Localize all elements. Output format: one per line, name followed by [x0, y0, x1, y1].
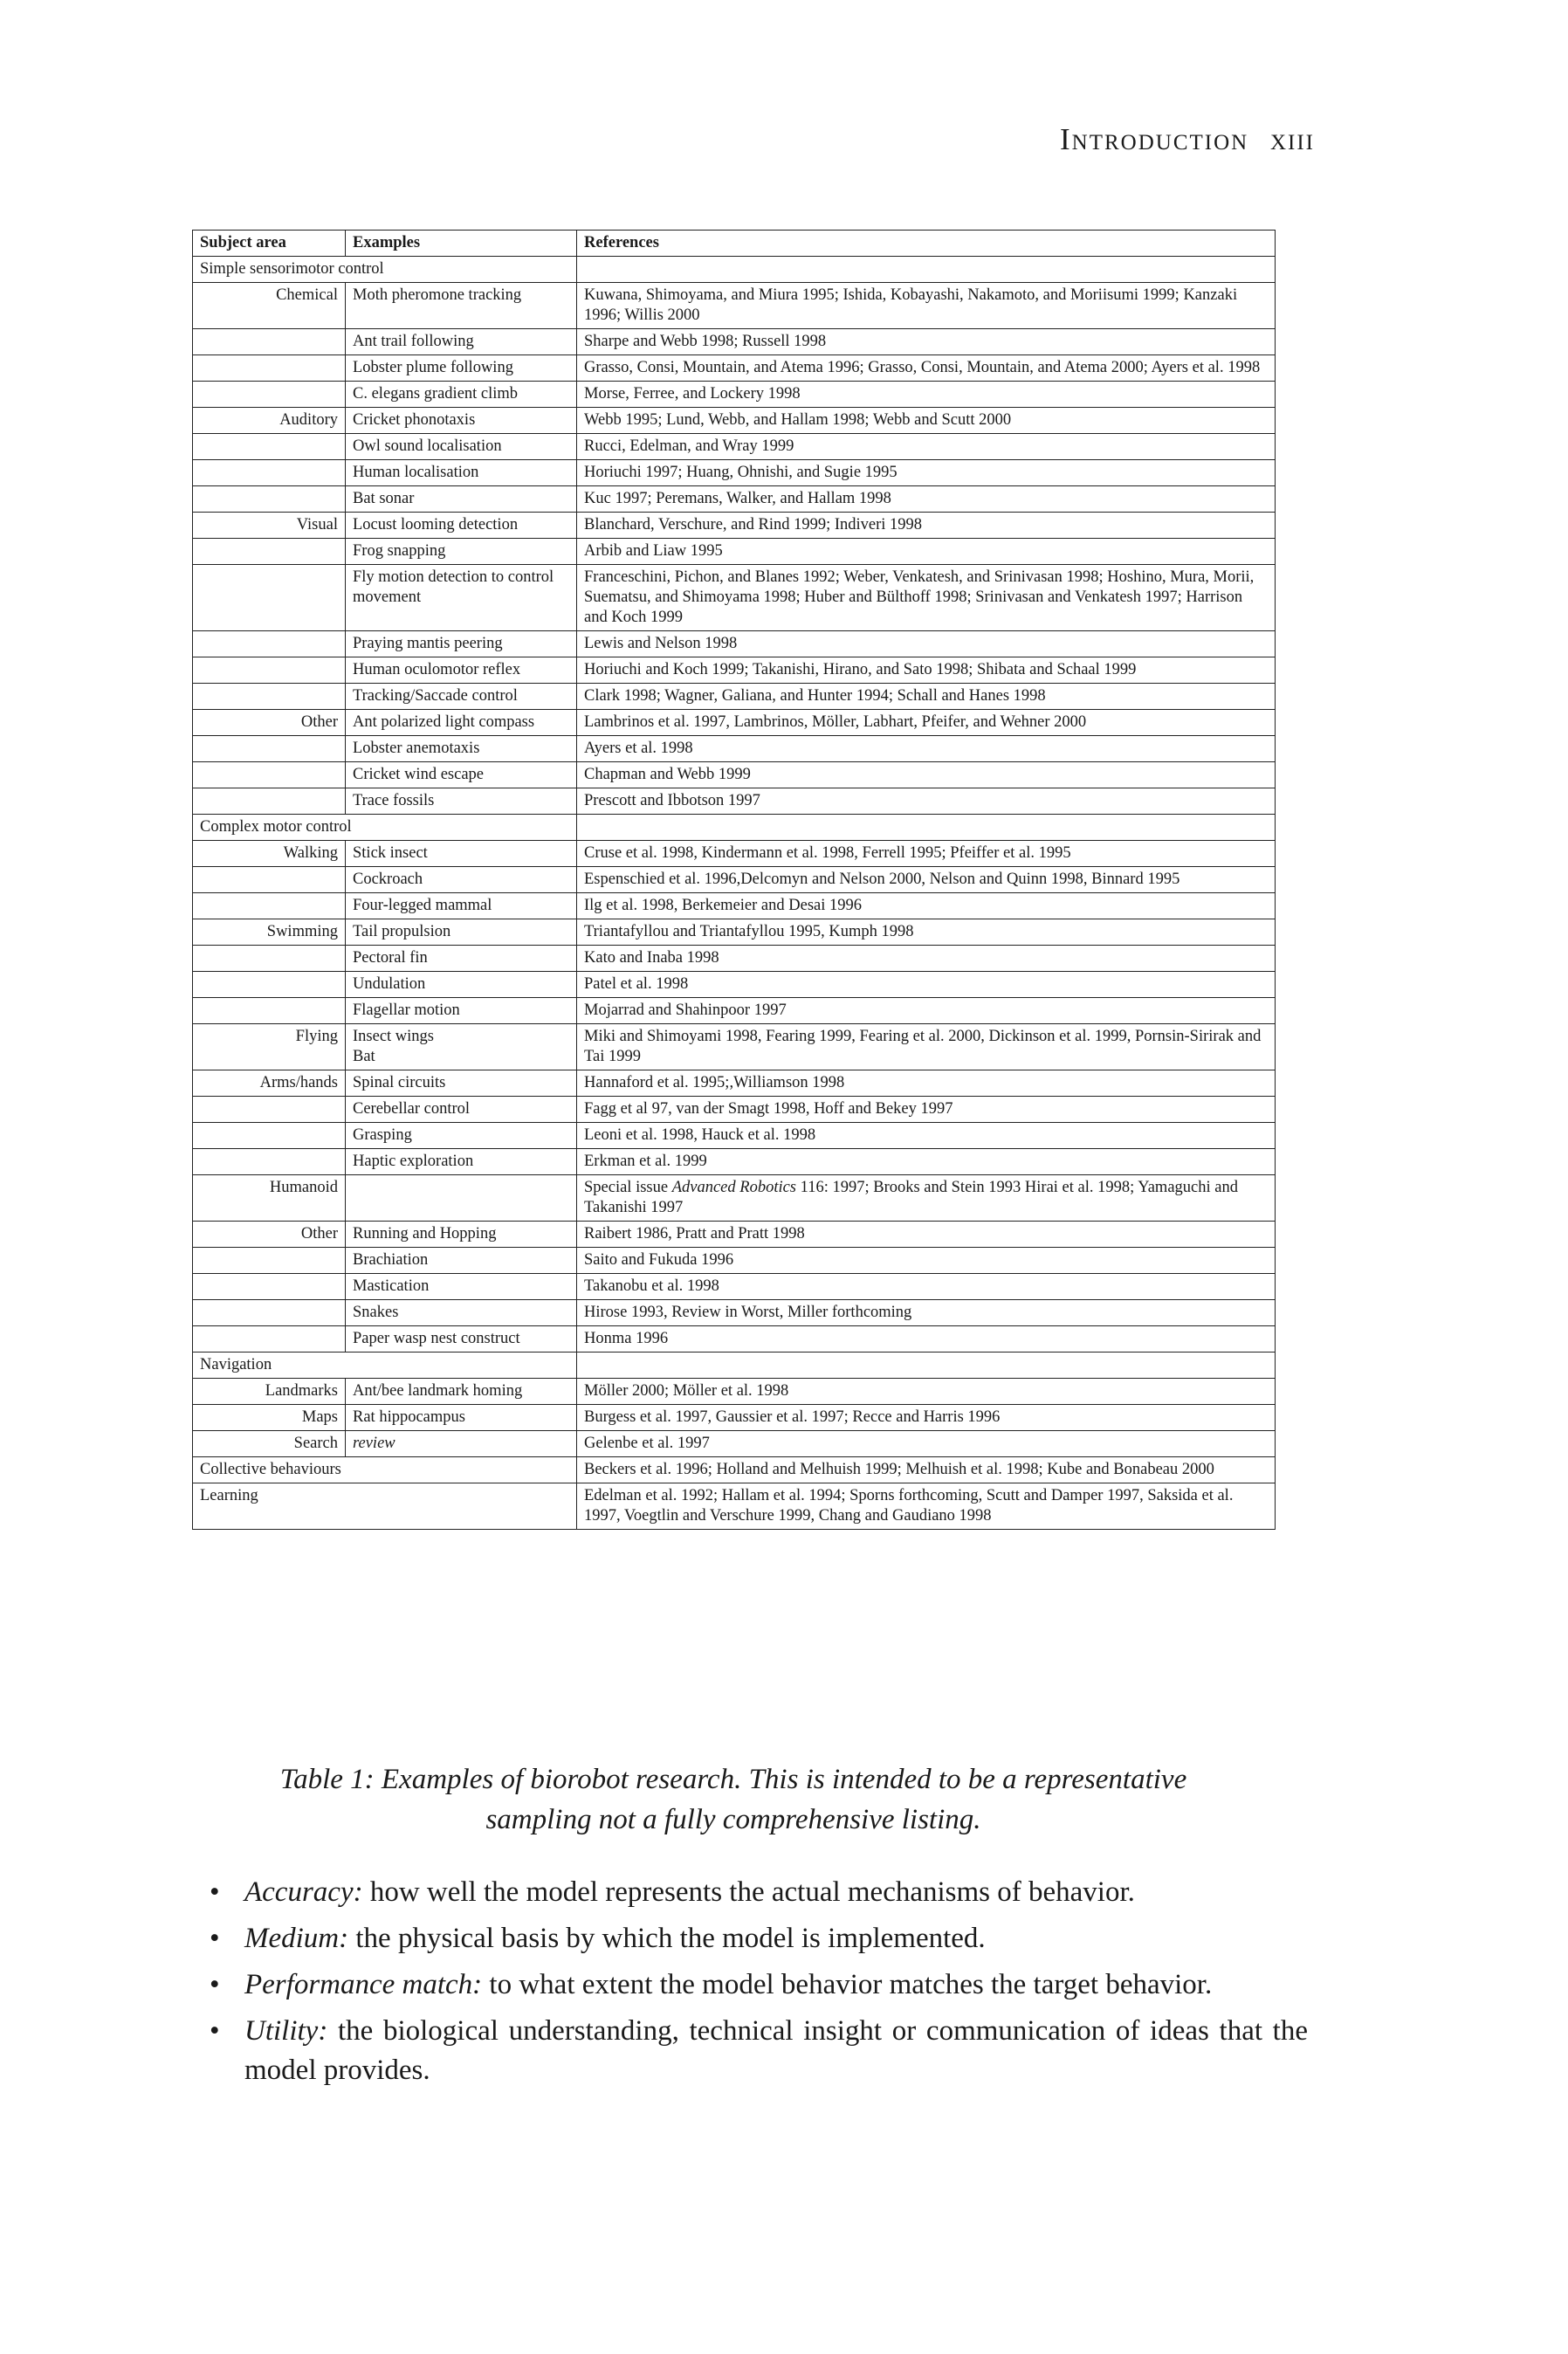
reference-cell: Clark 1998; Wagner, Galiana, and Hunter 1994; Schall and Hanes 1998 [577, 684, 1276, 710]
bullet-icon: • [210, 1923, 220, 1954]
header-references: References [577, 231, 1276, 257]
reference-cell: Edelman et al. 1992; Hallam et al. 1994; Sporns forthcoming, Scutt and Damper 1997, Saksida et al. 1997, Voegtlin and Verschure 1999, Chang and Gaudiano 1998 [577, 1483, 1276, 1530]
caption-line-2: sampling not a fully comprehensive listing. [485, 1804, 981, 1835]
table-row [193, 815, 1276, 841]
table-header-row [193, 231, 1276, 257]
example-cell: Cockroach [346, 867, 577, 893]
subject-area-cell [193, 486, 346, 513]
reference-cell [577, 1175, 1276, 1222]
biorobot-table-container [192, 230, 1275, 1530]
table-row [193, 283, 1276, 329]
example-cell: Lobster anemotaxis [346, 736, 577, 762]
subject-area-cell: Search [193, 1431, 346, 1457]
table-row [193, 1326, 1276, 1353]
reference-cell: Mojarrad and Shahinpoor 1997 [577, 998, 1276, 1024]
example-cell: Brachiation [346, 1248, 577, 1274]
table-row [193, 1379, 1276, 1405]
table-row [193, 1483, 1276, 1530]
page-number: xiii [1269, 122, 1315, 156]
subject-area-cell: Flying [193, 1024, 346, 1070]
biorobot-table [192, 230, 1276, 1530]
subject-area-cell [193, 893, 346, 919]
table-row [193, 1457, 1276, 1483]
reference-cell: Lewis and Nelson 1998 [577, 631, 1276, 657]
table-row [193, 408, 1276, 434]
section-heading: Navigation [193, 1353, 577, 1379]
subject-area-cell: Collective behaviours [193, 1457, 577, 1483]
table-row [193, 1070, 1276, 1097]
table-row [193, 1431, 1276, 1457]
criteria-term: Accuracy: [244, 1876, 363, 1908]
example-cell: Ant/bee landmark homing [346, 1379, 577, 1405]
table-row [193, 257, 1276, 283]
example-cell: Moth pheromone tracking [346, 283, 577, 329]
subject-area-cell: Learning [193, 1483, 577, 1530]
example-cell: review [346, 1431, 577, 1457]
reference-cell: Rucci, Edelman, and Wray 1999 [577, 434, 1276, 460]
header-subject-area: Subject area [193, 231, 346, 257]
table-row [193, 919, 1276, 946]
subject-area-cell: Walking [193, 841, 346, 867]
subject-area-cell [193, 788, 346, 815]
criteria-item [199, 1919, 1308, 1958]
bullet-icon: • [210, 1876, 220, 1908]
reference-cell: Grasso, Consi, Mountain, and Atema 1996; Grasso, Consi, Mountain, and Atema 2000; Ayers et al. 1998 [577, 355, 1276, 382]
example-cell: Cricket wind escape [346, 762, 577, 788]
reference-cell: Burgess et al. 1997, Gaussier et al. 1997; Recce and Harris 1996 [577, 1405, 1276, 1431]
reference-cell: Saito and Fukuda 1996 [577, 1248, 1276, 1274]
subject-area-cell [193, 657, 346, 684]
example-cell: Owl sound localisation [346, 434, 577, 460]
reference-cell: Ayers et al. 1998 [577, 736, 1276, 762]
subject-area-cell [193, 382, 346, 408]
bullet-icon: • [210, 1969, 220, 2000]
reference-cell: Patel et al. 1998 [577, 972, 1276, 998]
subject-area-cell [193, 1097, 346, 1123]
table-row [193, 762, 1276, 788]
table-row [193, 1353, 1276, 1379]
subject-area-cell [193, 329, 346, 355]
example-cell: Tracking/Saccade control [346, 684, 577, 710]
table-caption [192, 1759, 1275, 1840]
reference-cell: Espenschied et al. 1996,Delcomyn and Nelson 2000, Nelson and Quinn 1998, Binnard 1995 [577, 867, 1276, 893]
table-row [193, 657, 1276, 684]
subject-area-cell: Maps [193, 1405, 346, 1431]
reference-cell: Ilg et al. 1998, Berkemeier and Desai 1996 [577, 893, 1276, 919]
reference-cell: Miki and Shimoyami 1998, Fearing 1999, Fearing et al. 2000, Dickinson et al. 1999, Pornsin-Sirirak and Tai 1999 [577, 1024, 1276, 1070]
example-cell: Fly motion detection to control movement [346, 565, 577, 631]
reference-cell: Blanchard, Verschure, and Rind 1999; Indiveri 1998 [577, 513, 1276, 539]
reference-cell: Prescott and Ibbotson 1997 [577, 788, 1276, 815]
running-head-title: Introduction [1060, 122, 1249, 156]
criteria-item [199, 2012, 1308, 2090]
criteria-description: the biological understanding, technical insight or communication of ideas that the model provides. [244, 2015, 1308, 2086]
table-row [193, 1222, 1276, 1248]
example-cell: Human localisation [346, 460, 577, 486]
table-row [193, 1405, 1276, 1431]
table-row [193, 684, 1276, 710]
subject-area-cell: Chemical [193, 283, 346, 329]
reference-cell: Honma 1996 [577, 1326, 1276, 1353]
table-row [193, 972, 1276, 998]
example-cell: Mastication [346, 1274, 577, 1300]
table-row [193, 867, 1276, 893]
section-heading: Simple sensorimotor control [193, 257, 577, 283]
example-cell: Tail propulsion [346, 919, 577, 946]
table-body [193, 257, 1276, 1530]
reference-cell: Kuc 1997; Peremans, Walker, and Hallam 1998 [577, 486, 1276, 513]
example-cell: Flagellar motion [346, 998, 577, 1024]
subject-area-cell [193, 972, 346, 998]
reference-cell: Fagg et al 97, van der Smagt 1998, Hoff and Bekey 1997 [577, 1097, 1276, 1123]
subject-area-cell: Arms/hands [193, 1070, 346, 1097]
table-row [193, 893, 1276, 919]
subject-area-cell [193, 355, 346, 382]
example-cell: Undulation [346, 972, 577, 998]
table-row [193, 565, 1276, 631]
example-cell: Ant trail following [346, 329, 577, 355]
example-cell: Running and Hopping [346, 1222, 577, 1248]
subject-area-cell [193, 762, 346, 788]
reference-cell: Sharpe and Webb 1998; Russell 1998 [577, 329, 1276, 355]
journal-title: Advanced Robotics [671, 1179, 797, 1196]
table-row [193, 1149, 1276, 1175]
reference-cell [577, 815, 1276, 841]
header-examples: Examples [346, 231, 577, 257]
subject-area-cell [193, 1149, 346, 1175]
criteria-list [199, 1873, 1308, 2097]
bullet-icon: • [210, 2015, 220, 2047]
reference-cell: Lambrinos et al. 1997, Lambrinos, Möller, Labhart, Pfeifer, and Wehner 2000 [577, 710, 1276, 736]
reference-cell: Webb 1995; Lund, Webb, and Hallam 1998; Webb and Scutt 2000 [577, 408, 1276, 434]
subject-area-cell [193, 1123, 346, 1149]
criteria-description: to what extent the model behavior matches the target behavior. [482, 1969, 1213, 2000]
table-row [193, 788, 1276, 815]
table-row [193, 1123, 1276, 1149]
table-row [193, 460, 1276, 486]
table-row [193, 1024, 1276, 1070]
running-head [1060, 122, 1315, 157]
reference-cell: Erkman et al. 1999 [577, 1149, 1276, 1175]
criteria-item [199, 1873, 1308, 1912]
subject-area-cell [193, 684, 346, 710]
table-row [193, 998, 1276, 1024]
reference-cell: Kuwana, Shimoyama, and Miura 1995; Ishida, Kobayashi, Nakamoto, and Moriisumi 1999; Kanzaki 1996; Willis 2000 [577, 283, 1276, 329]
table-row [193, 382, 1276, 408]
reference-cell: Takanobu et al. 1998 [577, 1274, 1276, 1300]
example-cell [346, 1175, 577, 1222]
example-line: Insect wings [353, 1028, 434, 1045]
example-cell: Four-legged mammal [346, 893, 577, 919]
subject-area-cell [193, 867, 346, 893]
reference-cell: Morse, Ferree, and Lockery 1998 [577, 382, 1276, 408]
subject-area-cell: Humanoid [193, 1175, 346, 1222]
criteria-description: the physical basis by which the model is implemented. [348, 1923, 986, 1954]
reference-cell [577, 1353, 1276, 1379]
reference-cell: Chapman and Webb 1999 [577, 762, 1276, 788]
reference-cell: Horiuchi 1997; Huang, Ohnishi, and Sugie 1995 [577, 460, 1276, 486]
subject-area-cell: Other [193, 710, 346, 736]
reference-cell: Hirose 1993, Review in Worst, Miller forthcoming [577, 1300, 1276, 1326]
criteria-item [199, 1965, 1308, 2005]
reference-cell: Gelenbe et al. 1997 [577, 1431, 1276, 1457]
example-cell: Human oculomotor reflex [346, 657, 577, 684]
subject-area-cell [193, 998, 346, 1024]
example-cell [346, 1024, 577, 1070]
subject-area-cell [193, 736, 346, 762]
subject-area-cell: Other [193, 1222, 346, 1248]
example-cell: Trace fossils [346, 788, 577, 815]
reference-cell: Hannaford et al. 1995;,Williamson 1998 [577, 1070, 1276, 1097]
reference-cell: Raibert 1986, Pratt and Pratt 1998 [577, 1222, 1276, 1248]
subject-area-cell [193, 1300, 346, 1326]
subject-area-cell [193, 1248, 346, 1274]
example-cell: Grasping [346, 1123, 577, 1149]
reference-cell [577, 257, 1276, 283]
example-cell: Bat sonar [346, 486, 577, 513]
table-row [193, 1175, 1276, 1222]
caption-line-1: Table 1: Examples of biorobot research. This is intended to be a representative [279, 1764, 1187, 1795]
example-cell: Praying mantis peering [346, 631, 577, 657]
subject-area-cell [193, 631, 346, 657]
reference-cell: Beckers et al. 1996; Holland and Melhuish 1999; Melhuish et al. 1998; Kube and Bonabeau 2000 [577, 1457, 1276, 1483]
example-cell: Cricket phonotaxis [346, 408, 577, 434]
example-cell: Ant polarized light compass [346, 710, 577, 736]
criteria-term: Performance match: [244, 1969, 483, 2000]
reference-cell: Kato and Inaba 1998 [577, 946, 1276, 972]
criteria-term: Utility: [244, 2015, 328, 2047]
subject-area-cell [193, 539, 346, 565]
example-cell: Paper wasp nest construct [346, 1326, 577, 1353]
subject-area-cell [193, 946, 346, 972]
reference-cell: Leoni et al. 1998, Hauck et al. 1998 [577, 1123, 1276, 1149]
reference-cell: Cruse et al. 1998, Kindermann et al. 1998, Ferrell 1995; Pfeiffer et al. 1995 [577, 841, 1276, 867]
table-row [193, 486, 1276, 513]
reference-cell: Möller 2000; Möller et al. 1998 [577, 1379, 1276, 1405]
example-line: Bat [353, 1048, 375, 1065]
reference-text: 116: 1997; Brooks and Stein 1993 Hirai et al. 1998; Yamaguchi and Takanishi 1997 [584, 1179, 1238, 1216]
table-row [193, 355, 1276, 382]
criteria-description: how well the model represents the actual mechanisms of behavior. [362, 1876, 1135, 1908]
example-cell: Snakes [346, 1300, 577, 1326]
table-row [193, 1248, 1276, 1274]
subject-area-cell: Swimming [193, 919, 346, 946]
table-row [193, 1097, 1276, 1123]
subject-area-cell [193, 434, 346, 460]
subject-area-cell [193, 1326, 346, 1353]
table-row [193, 1300, 1276, 1326]
table-row [193, 1274, 1276, 1300]
subject-area-cell: Auditory [193, 408, 346, 434]
example-cell: Locust looming detection [346, 513, 577, 539]
table-row [193, 841, 1276, 867]
subject-area-cell: Landmarks [193, 1379, 346, 1405]
table-row [193, 539, 1276, 565]
example-cell: Rat hippocampus [346, 1405, 577, 1431]
example-cell: Haptic exploration [346, 1149, 577, 1175]
example-cell: C. elegans gradient climb [346, 382, 577, 408]
reference-cell: Horiuchi and Koch 1999; Takanishi, Hirano, and Sato 1998; Shibata and Schaal 1999 [577, 657, 1276, 684]
example-cell: Frog snapping [346, 539, 577, 565]
subject-area-cell [193, 460, 346, 486]
example-cell: Pectoral fin [346, 946, 577, 972]
table-row [193, 434, 1276, 460]
example-cell: Spinal circuits [346, 1070, 577, 1097]
subject-area-cell: Visual [193, 513, 346, 539]
table-row [193, 946, 1276, 972]
reference-cell: Triantafyllou and Triantafyllou 1995, Kumph 1998 [577, 919, 1276, 946]
example-cell: Cerebellar control [346, 1097, 577, 1123]
section-heading: Complex motor control [193, 815, 577, 841]
example-cell: Stick insect [346, 841, 577, 867]
reference-cell: Franceschini, Pichon, and Blanes 1992; Weber, Venkatesh, and Srinivasan 1998; Hoshino, Mura, Morii, Suematsu, and Shimoyama 1998; Huber and Bülthoff 1998; Srinivasan and Venkatesh 1997; Harrison and Koch 1999 [577, 565, 1276, 631]
table-row [193, 329, 1276, 355]
table-row [193, 631, 1276, 657]
reference-text: Special issue [584, 1179, 672, 1196]
table-row [193, 513, 1276, 539]
table-row [193, 710, 1276, 736]
example-cell: Lobster plume following [346, 355, 577, 382]
criteria-term: Medium: [244, 1923, 349, 1954]
reference-cell: Arbib and Liaw 1995 [577, 539, 1276, 565]
subject-area-cell [193, 565, 346, 631]
subject-area-cell [193, 1274, 346, 1300]
table-row [193, 736, 1276, 762]
